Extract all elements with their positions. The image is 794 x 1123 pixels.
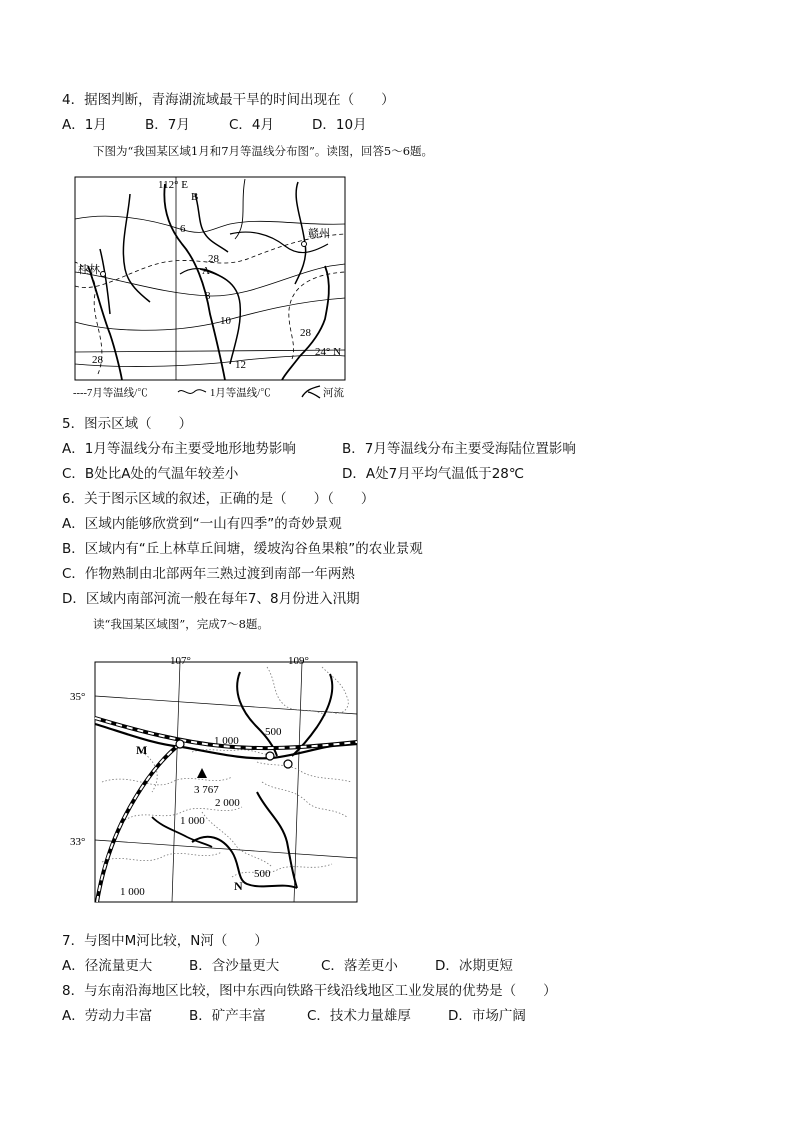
lon-107-label: 107° (170, 655, 191, 667)
legend-jan-line-icon (178, 390, 206, 394)
longitude-label: 112° E (158, 179, 188, 191)
q8-option-b: B．矿产丰富 (189, 1008, 266, 1024)
contour-label-1000-mid: 1 000 (180, 815, 205, 827)
river-m-label: M (136, 743, 148, 757)
q5-option-c: C．B处比A处的气温年较差小 (62, 466, 239, 482)
q4-stem: 4．据图判断，青海湖流域最干旱的时间出现在（ ） (62, 92, 395, 108)
parallel-35 (95, 696, 357, 714)
jan-label-6: 6 (180, 223, 186, 235)
contour-label-1000-south: 1 000 (120, 886, 145, 898)
q7-stem: 7．与图中M河比较，N河（ ） (62, 933, 268, 949)
river-east (282, 266, 329, 380)
river-ganzhou (295, 182, 306, 284)
city-marker-east (284, 760, 292, 768)
river-n-label: N (234, 879, 243, 893)
guilin-marker (101, 272, 106, 277)
jan-label-12: 12 (235, 359, 246, 371)
intro-5-6: 下图为“我国某区域1月和7月等温线分布图”。读图，回答5～6题。 (93, 144, 434, 158)
city-marker-center (266, 752, 274, 760)
q8-option-a: A．劳动力丰富 (62, 1008, 153, 1024)
q7-option-c: C．落差更小 (321, 958, 398, 974)
railway-southwest (97, 744, 180, 902)
legend-january: 1月等温线/℃ (210, 388, 271, 399)
jan-label-8: 8 (205, 290, 211, 302)
isotherm-map (70, 174, 350, 402)
q5-option-a: A．1月等温线分布主要受地形地势影响 (62, 441, 296, 457)
q5-option-d: D．A处7月平均气温低于28℃ (342, 466, 525, 482)
jan-isotherm-6 (75, 216, 345, 232)
q4-option-a: A．1月 (62, 117, 107, 133)
lat-33-label: 33° (70, 836, 86, 848)
legend-river-icon (302, 386, 320, 398)
q7-option-b: B．含沙量更大 (189, 958, 280, 974)
legend-river: 河流 (323, 388, 344, 399)
meridian-107 (172, 662, 180, 902)
q6-option-d: D．区域内南部河流一般在每年7、8月份进入汛期 (62, 591, 360, 607)
point-a-label: A (202, 265, 210, 277)
river-west-branch (100, 249, 110, 314)
ganzhou-marker (302, 242, 307, 247)
jul-label-28-east: 28 (300, 327, 311, 339)
jan-label-10: 10 (220, 315, 231, 327)
q8-stem: 8．与东南沿海地区比较，图中东西向铁路干线沿线地区工业发展的优势是（ ） (62, 983, 557, 999)
intro-7-8: 读“我国某区域图”，完成7～8题。 (93, 617, 269, 631)
river-north-a (123, 194, 150, 302)
q8-option-c: C．技术力量雄厚 (307, 1008, 411, 1024)
map2-frame (95, 662, 357, 902)
q6-option-a: A．区域内能够欣赏到“一山有四季”的奇妙景观 (62, 516, 342, 532)
river-northeast (235, 179, 245, 239)
q4-option-c: C．4月 (229, 117, 275, 133)
contour-label-1000-north: 1 000 (214, 735, 239, 747)
jul-label-28-south: 28 (92, 354, 103, 366)
q4-option-b: B．7月 (145, 117, 190, 133)
q5-option-b: B．7月等温线分布主要受海陆位置影响 (342, 441, 576, 457)
peak-marker (197, 768, 207, 778)
q6-stem: 6．关于图示区域的叙述，正确的是（ ）（ ） (62, 491, 375, 507)
jan-isotherm-12 (75, 355, 345, 366)
q7-option-a: A．径流量更大 (62, 958, 153, 974)
peak-label: 3 767 (194, 784, 219, 796)
meridian-109 (294, 662, 302, 902)
contour-label-500-south: 500 (254, 868, 271, 880)
regional-map (62, 652, 362, 904)
river-m-north-branch (237, 672, 277, 756)
lon-109-label: 109° (288, 655, 309, 667)
contour-label-500-north: 500 (265, 726, 282, 738)
river-b (195, 194, 228, 252)
contour-label-2000: 2 000 (215, 797, 240, 809)
q4-option-d: D．10月 (312, 117, 367, 133)
q5-stem: 5．图示区域（ ） (62, 416, 193, 432)
q6-option-c: C．作物熟制由北部两年三熟过渡到南部一年两熟 (62, 566, 355, 582)
latitude-label: 24° N (315, 346, 342, 358)
q8-option-d: D．市场广阔 (448, 1008, 526, 1024)
q6-option-b: B．区域内有“丘上林草丘间塘，缓坡沟谷鱼果粮”的农业景观 (62, 541, 423, 557)
legend-july: ----7月等温线/℃ (73, 388, 148, 399)
q7-option-d: D．冰期更短 (435, 958, 513, 974)
jul-label-28-north: 28 (208, 253, 219, 265)
city-marker-west (176, 740, 184, 748)
point-b-label: B (191, 191, 199, 203)
city-guilin-label: 桂林 (78, 264, 100, 276)
lat-35-label: 35° (70, 691, 86, 703)
parallel-33 (95, 840, 357, 858)
city-ganzhou-label: 赣州 (308, 228, 330, 240)
